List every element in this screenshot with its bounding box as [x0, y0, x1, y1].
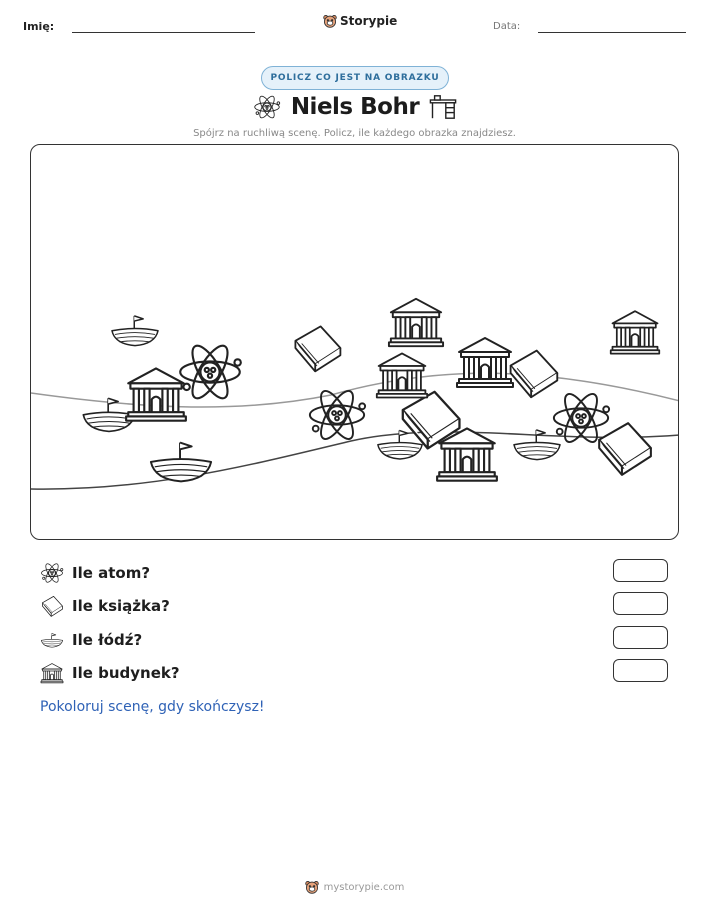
building-icon: [611, 311, 660, 353]
answer-box-book[interactable]: [613, 592, 668, 615]
question-label: Ile książka?: [72, 597, 170, 615]
book-icon: [599, 423, 651, 475]
page-title: [240, 91, 470, 123]
site-url: mystorypie.com: [323, 881, 405, 893]
question-building: [40, 660, 180, 686]
scene-drawing: [31, 145, 679, 540]
book-icon: [295, 326, 340, 371]
building-icon: [40, 662, 64, 684]
question-boat: [40, 627, 142, 653]
building-icon: [389, 299, 443, 346]
atom-icon: [253, 93, 281, 121]
boat-icon: [112, 316, 158, 346]
boat-icon: [151, 443, 211, 482]
instructions: Spójrz na ruchliwą scenę. Policz, ile każdego obrazka znajdziesz.: [193, 128, 516, 139]
coloring-note: Pokoloruj scenę, gdy skończysz!: [40, 699, 265, 715]
name-label: Imię:: [23, 20, 55, 33]
question-label: Ile łódź?: [72, 631, 143, 649]
question-label: Ile budynek?: [72, 664, 180, 682]
site-footer: [0, 880, 709, 894]
building-icon: [457, 338, 513, 387]
bear-logo-icon: [305, 880, 319, 894]
book-icon: [40, 594, 64, 618]
answer-box-atom[interactable]: [613, 559, 668, 582]
question-book: [40, 593, 170, 619]
desk-icon: [429, 94, 457, 120]
busy-scene: [30, 144, 679, 540]
building-icon: [377, 353, 427, 397]
atom-icon: [40, 561, 64, 585]
title-text: Niels Bohr: [290, 94, 420, 120]
date-line[interactable]: [538, 32, 686, 33]
answer-box-building[interactable]: [613, 659, 668, 682]
answer-box-boat[interactable]: [613, 626, 668, 649]
storypie-logo: [323, 14, 397, 28]
atom-icon: [180, 341, 241, 403]
name-line[interactable]: [72, 32, 255, 33]
book-icon: [511, 351, 558, 398]
bear-logo-icon: [323, 14, 337, 28]
atom-icon: [310, 387, 365, 444]
question-label: Ile atom?: [72, 564, 151, 582]
boat-icon: [40, 630, 64, 650]
logo-text: Storypie: [340, 14, 398, 28]
question-atom: [40, 560, 150, 586]
building-icon: [126, 368, 186, 420]
date-label: Data:: [493, 21, 521, 32]
worksheet-badge: POLICZ CO JEST NA OBRAZKU: [261, 66, 449, 90]
